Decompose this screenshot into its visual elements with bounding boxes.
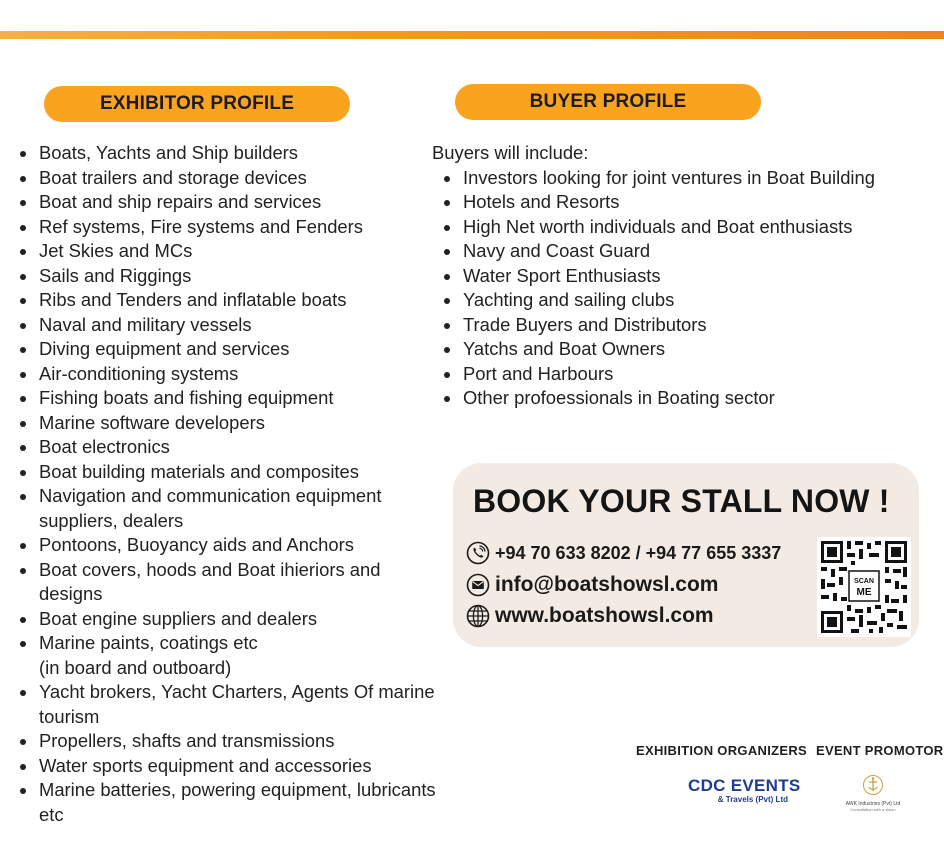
list-item: Boat trailers and storage devices: [18, 166, 448, 191]
phone-numbers: +94 70 633 8202 / +94 77 655 3337: [495, 542, 782, 563]
exhibition-organizers-label: EXHIBITION ORGANIZERS: [636, 743, 807, 758]
qr-code[interactable]: [817, 537, 911, 637]
cdc-events-subtitle: & Travels (Pvt) Ltd: [717, 795, 788, 804]
top-accent-bar: [0, 31, 944, 39]
buyer-intro-text: Buyers will include:: [432, 142, 589, 163]
qr-me-label: ME: [856, 587, 872, 598]
awk-industries-tagline: Consultation with a vision: [850, 807, 896, 812]
buyer-profile-list: [442, 166, 932, 411]
list-item: Water sports equipment and accessories: [18, 754, 448, 779]
list-item: Ribs and Tenders and inflatable boats: [18, 288, 448, 313]
exhibitor-profile-list: [18, 141, 448, 827]
list-item: Marine paints, coatings etc (in board and outboard): [18, 631, 448, 680]
list-item: Sails and Riggings: [18, 264, 448, 289]
email-address: info@boatshowsl.com: [495, 573, 719, 596]
contact-email[interactable]: [465, 572, 718, 598]
buyer-profile-heading: BUYER PROFILE: [455, 84, 761, 120]
list-item: Boat engine suppliers and dealers: [18, 607, 448, 632]
list-item: Hotels and Resorts: [442, 190, 932, 215]
list-item: Navy and Coast Guard: [442, 239, 932, 264]
list-item: Ref systems, Fire systems and Fenders: [18, 215, 448, 240]
list-item: Air-conditioning systems: [18, 362, 448, 387]
list-item: Trade Buyers and Distributors: [442, 313, 932, 338]
list-item: Pontoons, Buoyancy aids and Anchors: [18, 533, 448, 558]
list-item: Jet Skies and MCs: [18, 239, 448, 264]
awk-industries-logo: [840, 774, 906, 818]
cdc-events-name: CDC EVENTS: [688, 776, 801, 795]
list-item: Yachting and sailing clubs: [442, 288, 932, 313]
list-item: Naval and military vessels: [18, 313, 448, 338]
awk-industries-name: AWK Industries (Pvt) Ltd: [845, 801, 901, 807]
website-url: www.boatshowsl.com: [495, 604, 714, 627]
qr-scan-label: SCAN: [854, 578, 874, 585]
list-item: Water Sport Enthusiasts: [442, 264, 932, 289]
event-promotor-label: EVENT PROMOTOR: [816, 743, 944, 758]
list-item: Propellers, shafts and transmissions: [18, 729, 448, 754]
book-stall-panel: [453, 463, 919, 647]
list-item: Boats, Yachts and Ship builders: [18, 141, 448, 166]
list-item: Boat and ship repairs and services: [18, 190, 448, 215]
exhibitor-profile-heading: EXHIBITOR PROFILE: [44, 86, 350, 122]
contact-phone[interactable]: [465, 540, 781, 566]
list-item: High Net worth individuals and Boat enthusiasts: [442, 215, 932, 240]
list-item: Fishing boats and fishing equipment: [18, 386, 448, 411]
cdc-events-logo: [688, 776, 801, 812]
list-item: Navigation and communication equipment suppliers, dealers: [18, 484, 448, 533]
list-item: Other profoessionals in Boating sector: [442, 386, 932, 411]
list-item: Yacht brokers, Yacht Charters, Agents Of marine tourism: [18, 680, 448, 729]
list-item: Boat covers, hoods and Boat ihieriors and designs: [18, 558, 448, 607]
contact-website[interactable]: [465, 603, 714, 629]
globe-icon: [465, 603, 491, 629]
list-item: Boat building materials and composites: [18, 460, 448, 485]
list-item: Investors looking for joint ventures in Boat Building: [442, 166, 932, 191]
list-item: Port and Harbours: [442, 362, 932, 387]
list-item: Boat electronics: [18, 435, 448, 460]
awk-emblem-icon: [862, 774, 884, 796]
book-stall-title: BOOK YOUR STALL NOW !: [473, 483, 890, 519]
list-item: Marine batteries, powering equipment, lubricants etc: [18, 778, 448, 827]
list-item: Diving equipment and services: [18, 337, 448, 362]
list-item: Marine software developers: [18, 411, 448, 436]
list-item: Yatchs and Boat Owners: [442, 337, 932, 362]
email-icon: [465, 572, 491, 598]
phone-icon: [465, 540, 491, 566]
